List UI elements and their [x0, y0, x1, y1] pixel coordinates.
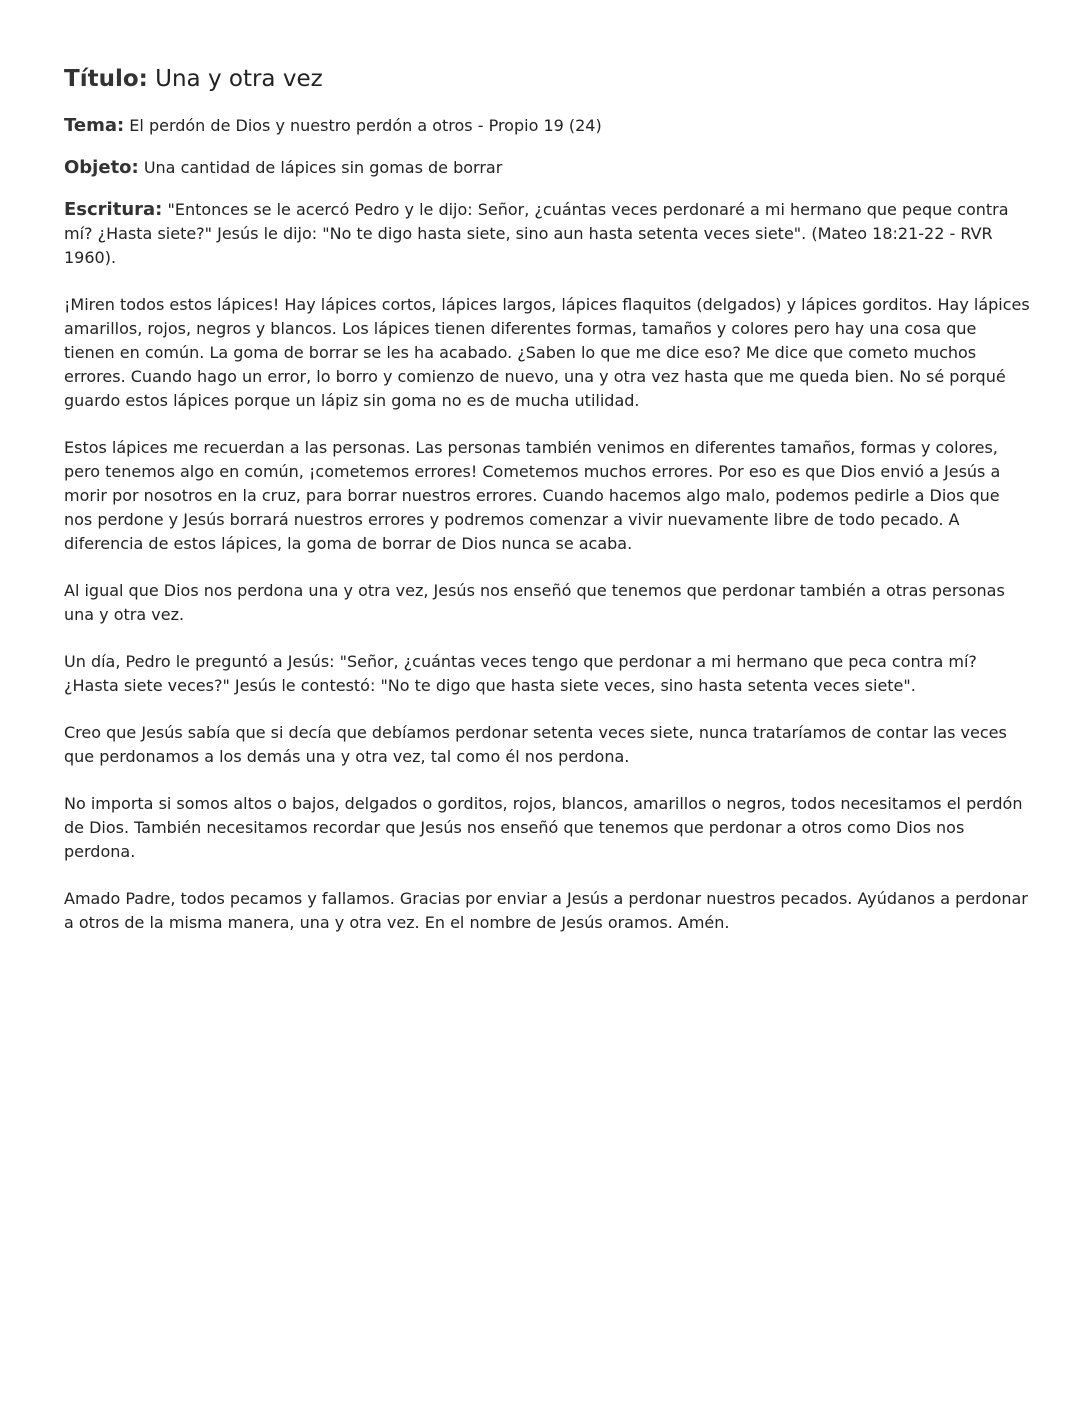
title-text: Una y otra vez — [155, 66, 323, 92]
prayer-paragraph: Amado Padre, todos pecamos y fallamos. Gracias por enviar a Jesús a perdonar nuestros pecados. Ayúdanos a perdonar a otros de la misma manera, una y otra vez. En el nombre de Jesús oramos. Amén. — [64, 889, 1028, 932]
tema-line — [64, 114, 1030, 138]
tema-label: Tema: — [64, 115, 125, 136]
body-paragraph: Al igual que Dios nos perdona una y otra vez, Jesús nos enseñó que tenemos que perdonar también a otras personas una y otra vez. — [64, 581, 1005, 624]
escritura-text: "Entonces se le acercó Pedro y le dijo: Señor, ¿cuántas veces perdonaré a mi hermano que peque contra mí? ¿Hasta siete?" Jesús le dijo: "No te digo hasta siete, sino aun hasta setenta veces siete". (Mateo 18:21-22 - RVR 1960). — [64, 200, 1009, 267]
objeto-label: Objeto: — [64, 157, 139, 178]
tema-text: El perdón de Dios y nuestro perdón a otros - Propio 19 (24) — [129, 116, 602, 135]
body-paragraph: Un día, Pedro le preguntó a Jesús: "Señor, ¿cuántas veces tengo que perdonar a mi hermano que peca contra mí? ¿Hasta siete veces?" Jesús le contestó: "No te digo que hasta siete veces, sino hasta setenta veces siete". — [64, 652, 977, 695]
body-paragraph: Creo que Jesús sabía que si decía que debíamos perdonar setenta veces siete, nunca trataríamos de contar las veces que perdonamos a los demás una y otra vez, tal como él nos perdona. — [64, 723, 1007, 766]
body-paragraph: No importa si somos altos o bajos, delgados o gorditos, rojos, blancos, amarillos o negros, todos necesitamos el perdón de Dios. También necesitamos recordar que Jesús nos enseñó que tenemos que perdonar a otros como Dios nos perdona. — [64, 794, 1023, 861]
escritura-line — [64, 198, 1030, 270]
escritura-label: Escritura: — [64, 199, 163, 220]
body-paragraph: ¡Miren todos estos lápices! Hay lápices cortos, lápices largos, lápices flaquitos (delgados) y lápices gorditos. Hay lápices amarillos, rojos, negros y blancos. Los lápices tienen diferentes formas, tamaños y colores pero hay una cosa que tienen en común. La goma de borrar se les ha acabado. ¿Saben lo que me dice eso? Me dice que cometo muchos errores. Cuando hago un error, lo borro y comienzo de nuevo, una y otra vez hasta que me queda bien. No sé porqué guardo estos lápices porque un lápiz sin goma no es de mucha utilidad. — [64, 295, 1030, 410]
body-paragraph: Estos lápices me recuerdan a las personas. Las personas también venimos en diferentes tamaños, formas y colores, pero tenemos algo en común, ¡cometemos errores! Cometemos muchos errores. Por eso es que Dios envió a Jesús a morir por nosotros en la cruz, para borrar nuestros errores. Cuando hacemos algo malo, podemos pedirle a Dios que nos perdone y Jesús borrará nuestros errores y podremos comenzar a vivir nuevamente libre de todo pecado. A diferencia de estos lápices, la goma de borrar de Dios nunca se acaba. — [64, 438, 1001, 553]
title-label: Título: — [64, 66, 148, 92]
document-page — [64, 62, 1030, 958]
objeto-line — [64, 156, 1030, 180]
objeto-text: Una cantidad de lápices sin gomas de borrar — [143, 158, 503, 177]
document-title — [64, 62, 1030, 96]
